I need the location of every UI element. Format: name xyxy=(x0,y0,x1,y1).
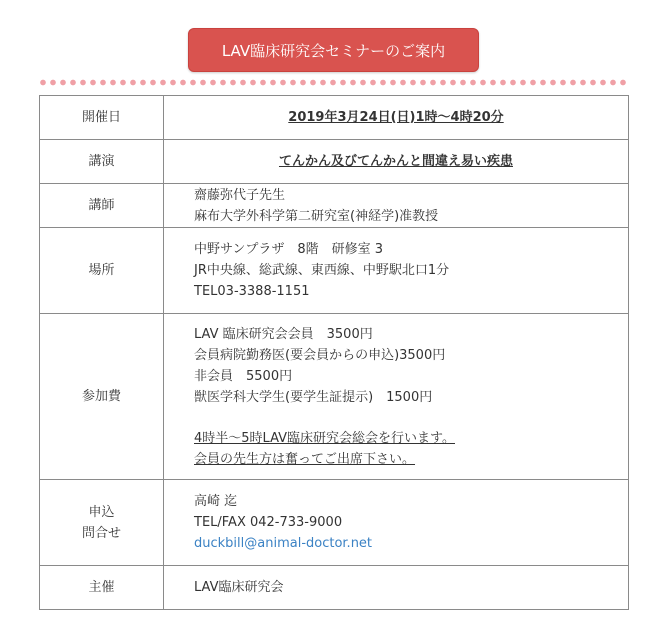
table-row-contact xyxy=(40,480,629,566)
contact-label xyxy=(40,480,164,566)
date-value: 2019年3月24日(日)1時～4時20分 xyxy=(164,96,629,140)
venue-phone: TEL03-3388-1151 xyxy=(194,284,310,299)
table-row-lecture xyxy=(40,140,629,184)
venue-room: 中野サンプラザ 8階 研修室 3 xyxy=(194,242,384,257)
lecture-title: てんかん及びてんかんと間違え易い疾患 xyxy=(164,140,629,184)
fee-member: LAV 臨床研究会会員 3500円 xyxy=(194,326,373,342)
table-row-venue xyxy=(40,228,629,314)
lecture-label: 講演 xyxy=(40,140,164,184)
table-row-date xyxy=(40,96,629,140)
table-row-fee xyxy=(40,314,629,480)
lecturer-info xyxy=(164,184,629,228)
venue-info xyxy=(164,228,629,314)
lecturer-affiliation: 麻布大学外科学第二研究室(神経学)准教授 xyxy=(194,208,439,224)
contact-label-apply: 申込 xyxy=(88,504,115,520)
lecturer-name: 齋藤弥代子先生 xyxy=(194,187,286,203)
table-row-organizer xyxy=(40,566,629,610)
contact-email-link[interactable]: duckbill@animal-doctor.net xyxy=(194,536,373,551)
seminar-info-table xyxy=(39,95,629,610)
table-row-lecturer xyxy=(40,184,629,228)
fee-info xyxy=(164,314,629,480)
contact-label-inquiry: 問合せ xyxy=(81,525,121,541)
fee-hospital-doctor: 会員病院勤務医(要会員からの申込)3500円 xyxy=(194,347,446,363)
seminar-title-banner: LAV臨床研究会セミナーのご案内 xyxy=(188,28,479,72)
organizer-name: LAV臨床研究会 xyxy=(164,566,629,610)
fee-spacer xyxy=(194,408,628,428)
date-label: 開催日 xyxy=(40,96,164,140)
venue-label: 場所 xyxy=(40,228,164,314)
contact-tel-fax: TEL/FAX 042-733-9000 xyxy=(194,515,343,530)
fee-student: 獣医学科大学生(要学生証提示) 1500円 xyxy=(194,389,433,405)
general-meeting-note: 4時半～5時LAV臨床研究会総会を行います。 xyxy=(194,430,455,446)
dotted-divider xyxy=(38,79,630,86)
fee-non-member: 非会員 5500円 xyxy=(194,368,293,384)
attendance-request-note: 会員の先生方は奮ってご出席下さい。 xyxy=(194,451,416,467)
venue-access: JR中央線、総武線、東西線、中野駅北口1分 xyxy=(194,263,450,278)
contact-info xyxy=(164,480,629,566)
contact-name: 高崎 迄 xyxy=(194,494,238,509)
lecturer-label: 講師 xyxy=(40,184,164,228)
fee-label: 参加費 xyxy=(40,314,164,480)
organizer-label: 主催 xyxy=(40,566,164,610)
